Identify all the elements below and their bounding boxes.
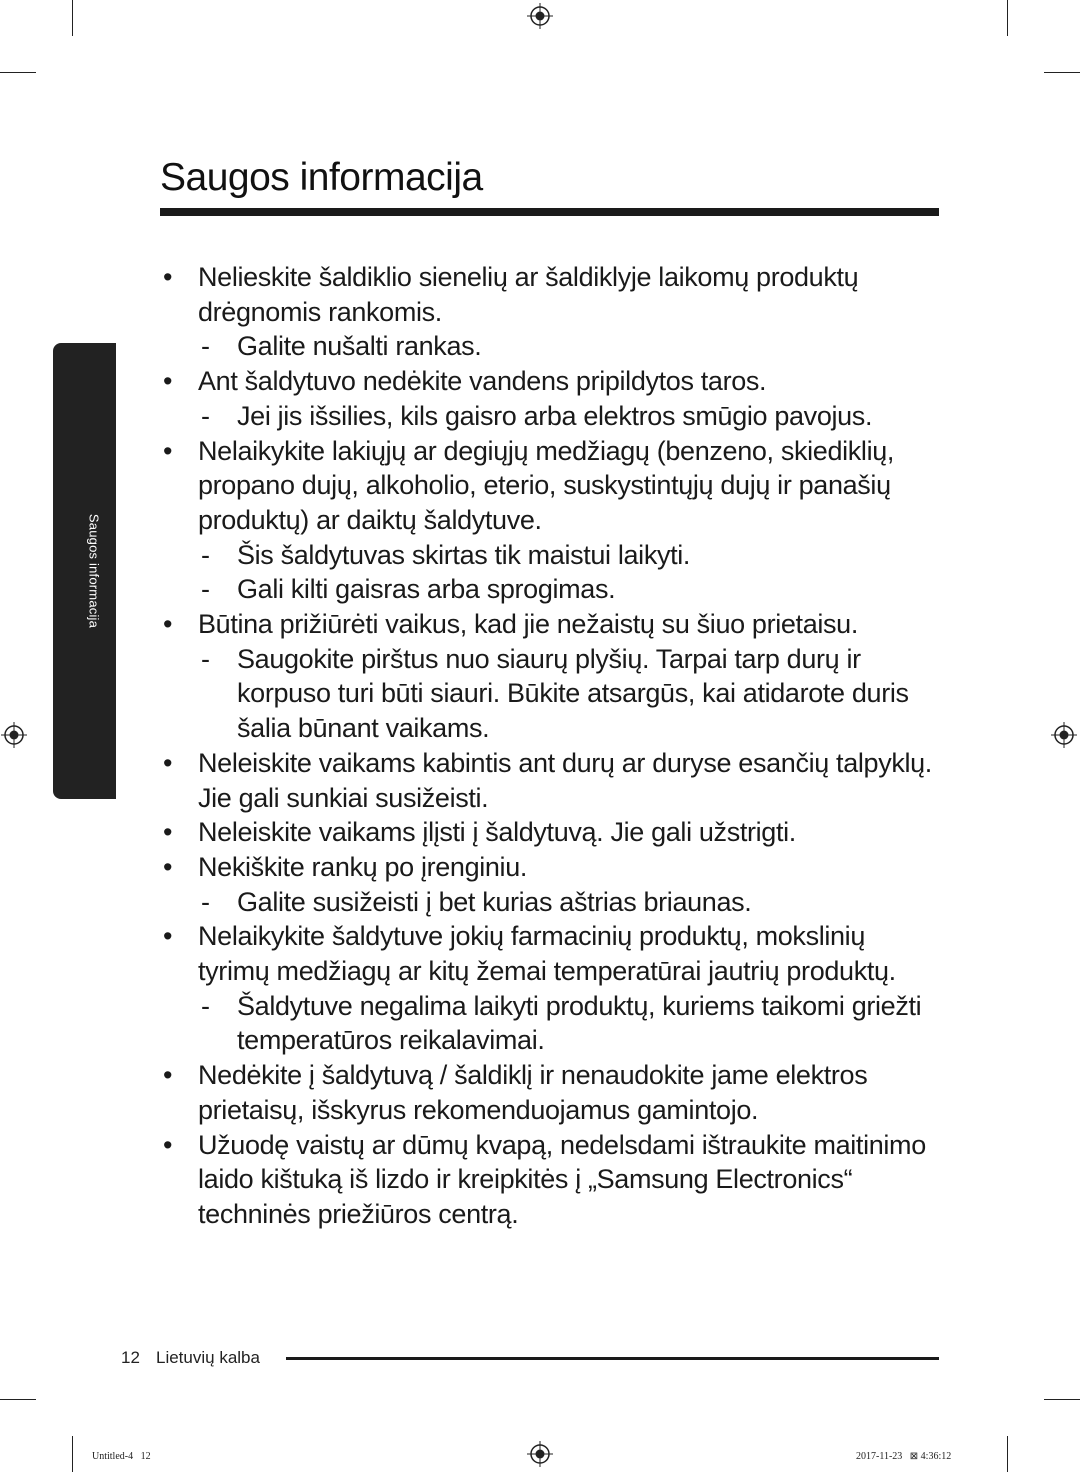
crop-mark [1044,72,1080,73]
crop-mark [0,1399,36,1400]
sub-item: - Šis šaldytuvas skirtas tik maistui laikyti. [160,538,940,573]
bullet-item: • Nedėkite į šaldytuvą / šaldiklį ir nenaudokite jame elektros prietaisų, išskyrus rekomenduojamus gamintojo. [160,1058,940,1127]
registration-mark-icon [1,722,27,748]
bullet-item: • Būtina prižiūrėti vaikus, kad jie nežaistų su šiuo prietaisu. [160,607,940,642]
sub-item: - Šaldytuve negalima laikyti produktų, kuriems taikomi griežti temperatūros reikalavimai. [160,989,940,1058]
bullet-item: • Ant šaldytuvo nedėkite vandens pripildytos taros. [160,364,940,399]
bullet-item: • Neleiskite vaikams kabintis ant durų ar duryse esančių talpyklų. Jie gali sunkiai susižeisti. [160,746,940,815]
crop-mark [1007,1436,1008,1472]
page-title: Saugos informacija [160,156,483,199]
registration-mark-icon [527,1441,553,1467]
crop-mark [1044,1399,1080,1400]
sub-item: - Saugokite pirštus nuo siaurų plyšių. Tarpai tarp durų ir korpuso turi būti siauri. Būkite atsargūs, kai atidarote duris šalia būnant vaikams. [160,642,940,746]
bullet-item: • Užuodę vaistų ar dūmų kvapą, nedelsdami ištraukite maitinimo laido kištuką iš lizdo ir kreipkitės į „Samsung Electronics“ techninės priežiūros centrą. [160,1128,940,1232]
page-number: 12 [121,1348,140,1367]
print-timestamp: 2017-11-23 ⊠ 4:36:12 [856,1451,952,1462]
bullet-item: • Nelieskite šaldiklio sienelių ar šaldiklyje laikomų produktų drėgnomis rankomis. [160,260,940,329]
side-tab [53,343,116,799]
footer-language: Lietuvių kalba [156,1348,260,1367]
crop-mark [0,72,36,73]
crop-mark [72,1436,73,1472]
crop-mark [1007,0,1008,36]
bullet-item: • Nelaikykite šaldytuve jokių farmacinių produktų, mokslinių tyrimų medžiagų ar kitų žemai temperatūrai jautrių produktų. [160,919,940,988]
title-divider [160,208,939,216]
registration-mark-icon [1051,722,1077,748]
sub-item: - Jei jis išsilies, kils gaisro arba elektros smūgio pavojus. [160,399,940,434]
side-tab-label: Saugos informacija [86,513,102,629]
sub-item: - Galite susižeisti į bet kurias aštrias briaunas. [160,885,940,920]
sub-item: - Gali kilti gaisras arba sprogimas. [160,572,940,607]
crop-mark [72,0,73,36]
print-file-info: Untitled-4 12 [92,1451,151,1462]
safety-list [160,260,940,1232]
bullet-item: • Nekiškite rankų po įrenginiu. [160,850,940,885]
bullet-item: • Neleiskite vaikams įlįsti į šaldytuvą. Jie gali užstrigti. [160,815,940,850]
sub-item: - Galite nušalti rankas. [160,329,940,364]
footer-divider [286,1357,939,1360]
bullet-item: • Nelaikykite lakiųjų ar degiųjų medžiagų (benzeno, skiediklių, propano dujų, alkoholio, eterio, suskystintųjų dujų ir panašių produktų) ar daiktų šaldytuve. [160,434,940,538]
registration-mark-icon [527,3,553,29]
